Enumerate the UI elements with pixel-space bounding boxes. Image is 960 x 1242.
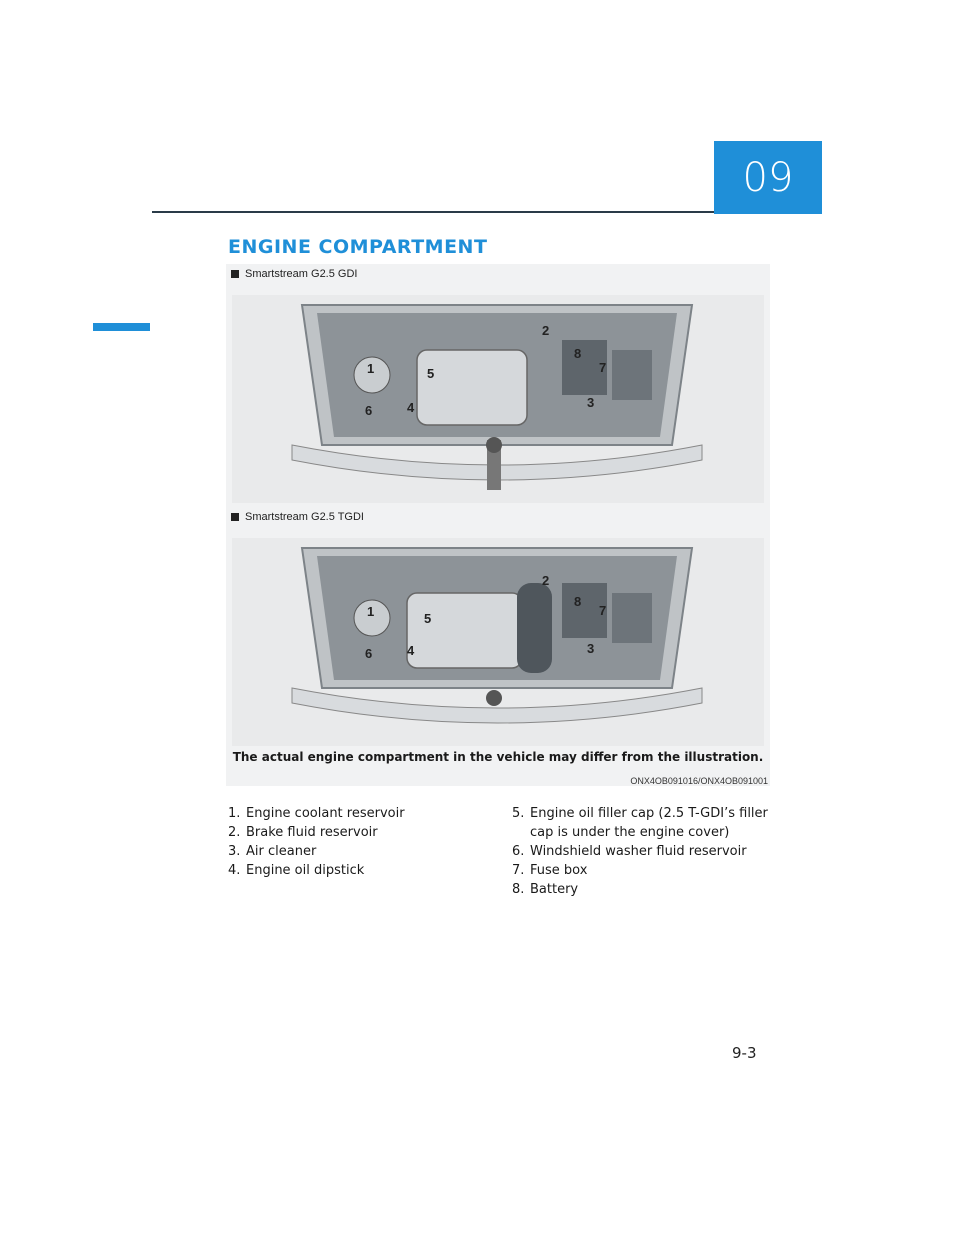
figure-2-label-text: Smartstream G2.5 TGDI [245,511,364,523]
list-item: 1. Engine coolant reservoir [228,806,405,821]
list-item: 6. Windshield washer fluid reservoir [512,844,747,859]
components-list-right [512,804,770,899]
list-item: 5. Engine oil filler cap (2.5 T-GDI’s filler cap is under the engine cover) [512,806,768,840]
list-item: 3. Air cleaner [228,844,317,859]
callout-3: 3 [587,641,595,656]
figure-2-label [231,511,364,523]
header-rule [152,211,714,213]
list-item: 4. Engine oil dipstick [228,863,365,878]
callout-7: 7 [599,360,607,375]
figure-1-label [231,268,357,280]
callout-1: 1 [367,361,375,376]
bullet-square [231,270,239,278]
callout-4: 4 [407,400,415,415]
callout-7: 7 [599,603,607,618]
callout-3: 3 [587,395,595,410]
engine-illustration-tgdi [232,538,764,746]
engine-illustration-gdi [232,295,764,503]
page-number: 9-3 [732,1044,757,1062]
callout-8: 8 [574,594,582,609]
list-item: 7. Fuse box [512,863,588,878]
chapter-number: 09 [742,154,794,201]
list-item: 8. Battery [512,882,579,897]
callout-8: 8 [574,346,582,361]
callout-2: 2 [542,573,550,588]
list-item: 2. Brake fluid reservoir [228,825,378,840]
callout-6: 6 [365,403,373,418]
figure-code: ONX4OB091016/ONX4OB091001 [630,776,768,786]
callout-4: 4 [407,643,415,658]
chapter-tab [714,141,822,214]
callout-5: 5 [424,611,432,626]
section-title: ENGINE COMPARTMENT [228,236,488,258]
components-list-left [228,804,468,880]
callout-5: 5 [427,366,435,381]
figure-1-label-text: Smartstream G2.5 GDI [245,268,358,280]
callout-2: 2 [542,323,550,338]
callout-1: 1 [367,604,375,619]
side-tab-marker [93,323,150,331]
callout-6: 6 [365,646,373,661]
bullet-square [231,513,239,521]
figure-caption: The actual engine compartment in the vehicle may differ from the illustration. [232,750,764,764]
